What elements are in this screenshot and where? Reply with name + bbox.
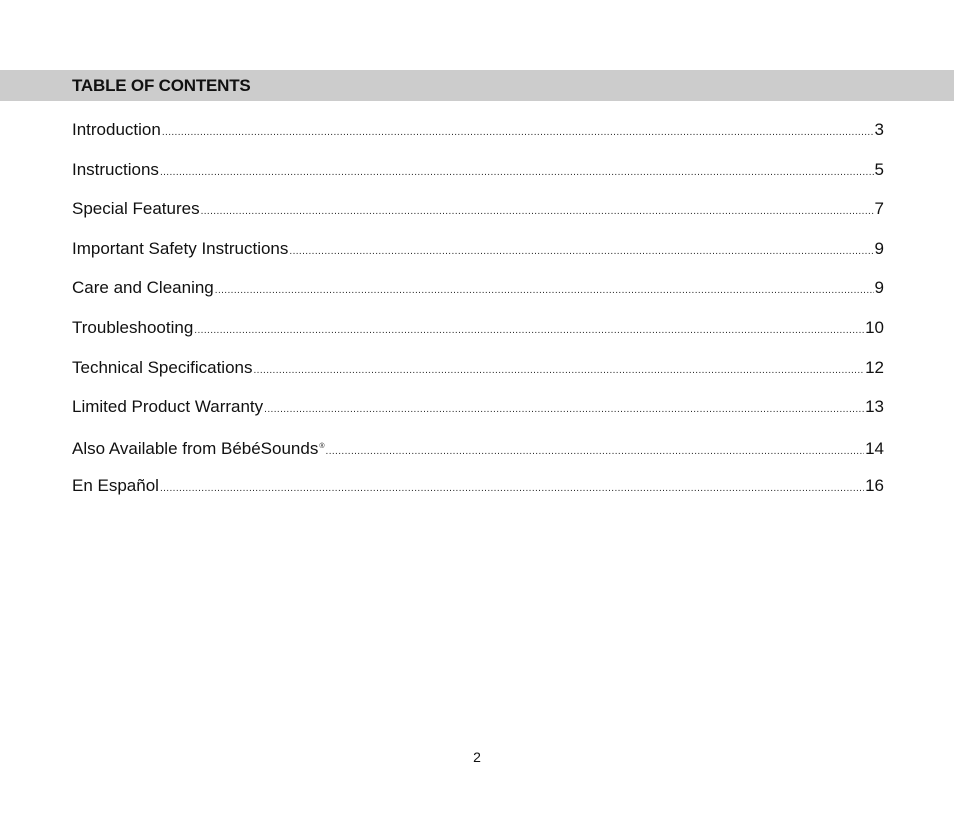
dot-leader <box>253 360 864 382</box>
dot-leader <box>194 320 864 342</box>
toc-entry-label: Care and Cleaning <box>72 278 214 298</box>
toc-entry-special-features <box>72 198 884 238</box>
toc-entry-care-and-cleaning <box>72 277 884 317</box>
dot-leader <box>326 441 865 463</box>
toc-entry-important-safety-instructions <box>72 238 884 278</box>
dot-leader <box>289 241 873 263</box>
toc-entry-label-wrapper <box>72 436 325 460</box>
toc-entry-instructions <box>72 159 884 199</box>
dot-leader <box>264 399 864 421</box>
dot-leader <box>160 162 874 184</box>
toc-entry-page: 3 <box>874 120 884 139</box>
toc-entry-page: 14 <box>865 438 884 458</box>
toc-entry-page: 5 <box>874 159 884 179</box>
toc-entry-label: En Español <box>72 476 159 496</box>
toc-entry-page: 13 <box>865 397 884 417</box>
toc-entry-page: 7 <box>874 199 884 219</box>
toc-entry-label: Special Features <box>72 199 200 219</box>
toc-entry-page: 10 <box>865 317 884 337</box>
toc-entry-page: 16 <box>865 476 884 496</box>
toc-entry-en-espanol <box>72 475 884 515</box>
toc-entry-limited-product-warranty <box>72 396 884 436</box>
toc-entry-label: Limited Product Warranty <box>72 397 264 417</box>
toc-entry-page: 9 <box>874 278 884 298</box>
page-number: 2 <box>473 749 481 765</box>
toc-entry-page: 12 <box>865 357 884 377</box>
dot-leader <box>160 478 864 500</box>
toc-entry-label: Also Available from BébéSounds <box>72 438 319 458</box>
toc-entry-technical-specifications <box>72 357 884 397</box>
toc-entry-label: Introduction <box>72 120 161 139</box>
table-of-contents <box>72 119 884 515</box>
toc-entry-label: Instructions <box>72 159 159 179</box>
toc-entry-introduction <box>72 119 884 159</box>
toc-entry-label: Important Safety Instructions <box>72 238 289 258</box>
registered-mark: ® <box>319 442 325 450</box>
toc-entry-label: Troubleshooting <box>72 317 194 337</box>
toc-entry-label: Technical Specifications <box>72 357 253 377</box>
page-title: TABLE OF CONTENTS <box>72 76 251 95</box>
dot-leader <box>162 122 874 144</box>
dot-leader <box>201 201 874 223</box>
section-header-bar <box>0 70 954 101</box>
toc-entry-page: 9 <box>874 238 884 258</box>
toc-entry-troubleshooting <box>72 317 884 357</box>
toc-entry-also-available <box>72 436 884 476</box>
dot-leader <box>215 280 874 302</box>
